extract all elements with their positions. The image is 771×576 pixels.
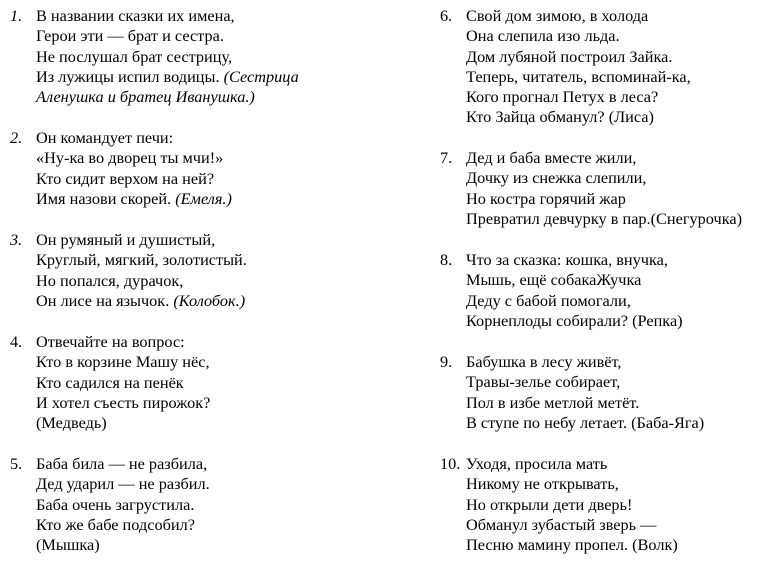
riddle-line: Деду с бабой помогали, <box>466 290 631 310</box>
riddle-number: 8. <box>440 250 453 269</box>
riddle-line: Но костра горячий жар <box>466 188 626 208</box>
riddle-line: Но попался, дурачок, <box>36 270 184 290</box>
riddle-line: Из лужицы испил водицы. (Сестрица <box>36 66 299 86</box>
riddle-line: Обманул зубастый зверь — <box>466 514 657 534</box>
riddle-7 <box>440 148 771 250</box>
riddle-line: (Медведь) <box>36 413 107 433</box>
riddle-5 <box>10 454 380 576</box>
riddle-10 <box>440 454 771 576</box>
riddle-4 <box>10 332 380 454</box>
riddle-line: Пол в избе метлой метёт. <box>466 392 640 412</box>
riddle-line: Но открыли дети дверь! <box>466 494 633 514</box>
riddle-line: Баба била — не разбила, <box>36 454 208 473</box>
riddle-text <box>36 6 299 107</box>
riddle-line: Круглый, мягкий, золотистый. <box>36 250 247 270</box>
riddle-line: Никому не открывать, <box>466 474 619 494</box>
riddle-line: В названии сказки их имена, <box>36 6 235 25</box>
riddle-6 <box>440 6 771 148</box>
riddle-line: «Ну-ка во дворец ты мчи!» <box>36 148 224 168</box>
riddle-line: Дед и баба вместе жили, <box>466 148 637 167</box>
riddle-line: Теперь, читатель, вспоминай-ка, <box>466 66 691 86</box>
riddle-line: Она слепила изо льда. <box>466 26 620 46</box>
riddle-line: Свой дом зимою, в холода <box>466 6 649 25</box>
riddle-line: Он командует печи: <box>36 128 174 147</box>
riddle-line: Отвечайте на вопрос: <box>36 332 185 351</box>
riddle-text <box>36 230 247 311</box>
riddle-line <box>36 87 299 107</box>
riddle-line: Кто в корзине Машу нёс, <box>36 352 210 372</box>
riddle-line: И хотел съесть пирожок? <box>36 392 211 412</box>
riddle-line: (Мышка) <box>36 535 100 555</box>
riddle-line: Герои эти — брат и сестра. <box>36 26 224 46</box>
riddle-line: В ступе по небу летает. (Баба-Яга) <box>466 412 705 432</box>
riddle-answer: Аленушка и братец Иванушка.) <box>36 87 255 107</box>
riddle-2 <box>10 128 380 230</box>
riddle-number: 3. <box>10 230 23 249</box>
riddle-line: Превратил девчурку в пар.(Снегурочка) <box>466 208 743 228</box>
riddle-line: Травы-зелье собирает, <box>466 372 621 392</box>
riddle-text <box>36 128 232 209</box>
riddle-number: 10. <box>440 454 461 473</box>
riddle-text <box>466 148 742 229</box>
riddle-line: Дед ударил — не разбил. <box>36 474 210 494</box>
riddle-line: Баба очень загрустила. <box>36 494 195 514</box>
riddle-line: Кто садился на пенёк <box>36 372 184 392</box>
riddle-1 <box>10 6 380 128</box>
riddle-answer: (Сестрица <box>223 66 299 86</box>
riddle-text <box>36 454 210 555</box>
riddle-text <box>466 454 678 555</box>
riddle-answer: (Емеля.) <box>175 188 232 208</box>
right-column <box>440 6 771 576</box>
riddle-number: 5. <box>10 454 23 473</box>
riddle-number: 9. <box>440 352 453 371</box>
riddle-number: 7. <box>440 148 453 167</box>
riddle-line: Песню мамину пропел. (Волк) <box>466 535 678 555</box>
riddle-line: Он лисе на язычок. (Колобок.) <box>36 290 246 310</box>
riddle-line: Кто сидит верхом на ней? <box>36 168 215 188</box>
riddle-text <box>466 352 704 433</box>
riddle-line: Мышь, ещё собакаЖучка <box>466 270 642 290</box>
riddle-text <box>466 250 683 331</box>
riddle-line: Что за сказка: кошка, внучка, <box>466 250 668 269</box>
riddle-line: Дом лубяной построил Зайка. <box>466 46 673 66</box>
riddle-line: Корнеплоды собирали? (Репка) <box>466 310 683 330</box>
riddle-text <box>466 6 691 128</box>
riddle-9 <box>440 352 771 454</box>
left-column <box>10 6 380 576</box>
riddle-line: Кого прогнал Петух в леса? <box>466 87 659 107</box>
riddle-number: 2. <box>10 128 23 147</box>
riddle-line: Бабушка в лесу живёт, <box>466 352 622 371</box>
riddle-answer: (Колобок.) <box>173 290 246 310</box>
riddle-line: Кто же бабе подсобил? <box>36 514 195 534</box>
riddle-line: Имя назови скорей. (Емеля.) <box>36 188 232 208</box>
riddle-text <box>36 332 210 433</box>
riddle-number: 4. <box>10 332 23 351</box>
riddle-line: Кто Зайца обманул? (Лиса) <box>466 107 654 127</box>
riddle-3 <box>10 230 380 332</box>
riddle-line: Дочку из снежка слепили, <box>466 168 647 188</box>
riddle-8 <box>440 250 771 352</box>
riddle-number: 6. <box>440 6 453 25</box>
riddle-line: Он румяный и душистый, <box>36 230 216 249</box>
riddle-line: Уходя, просила мать <box>466 454 608 473</box>
riddle-line: Не послушал брат сестрицу, <box>36 46 233 66</box>
riddle-number: 1. <box>10 6 23 25</box>
